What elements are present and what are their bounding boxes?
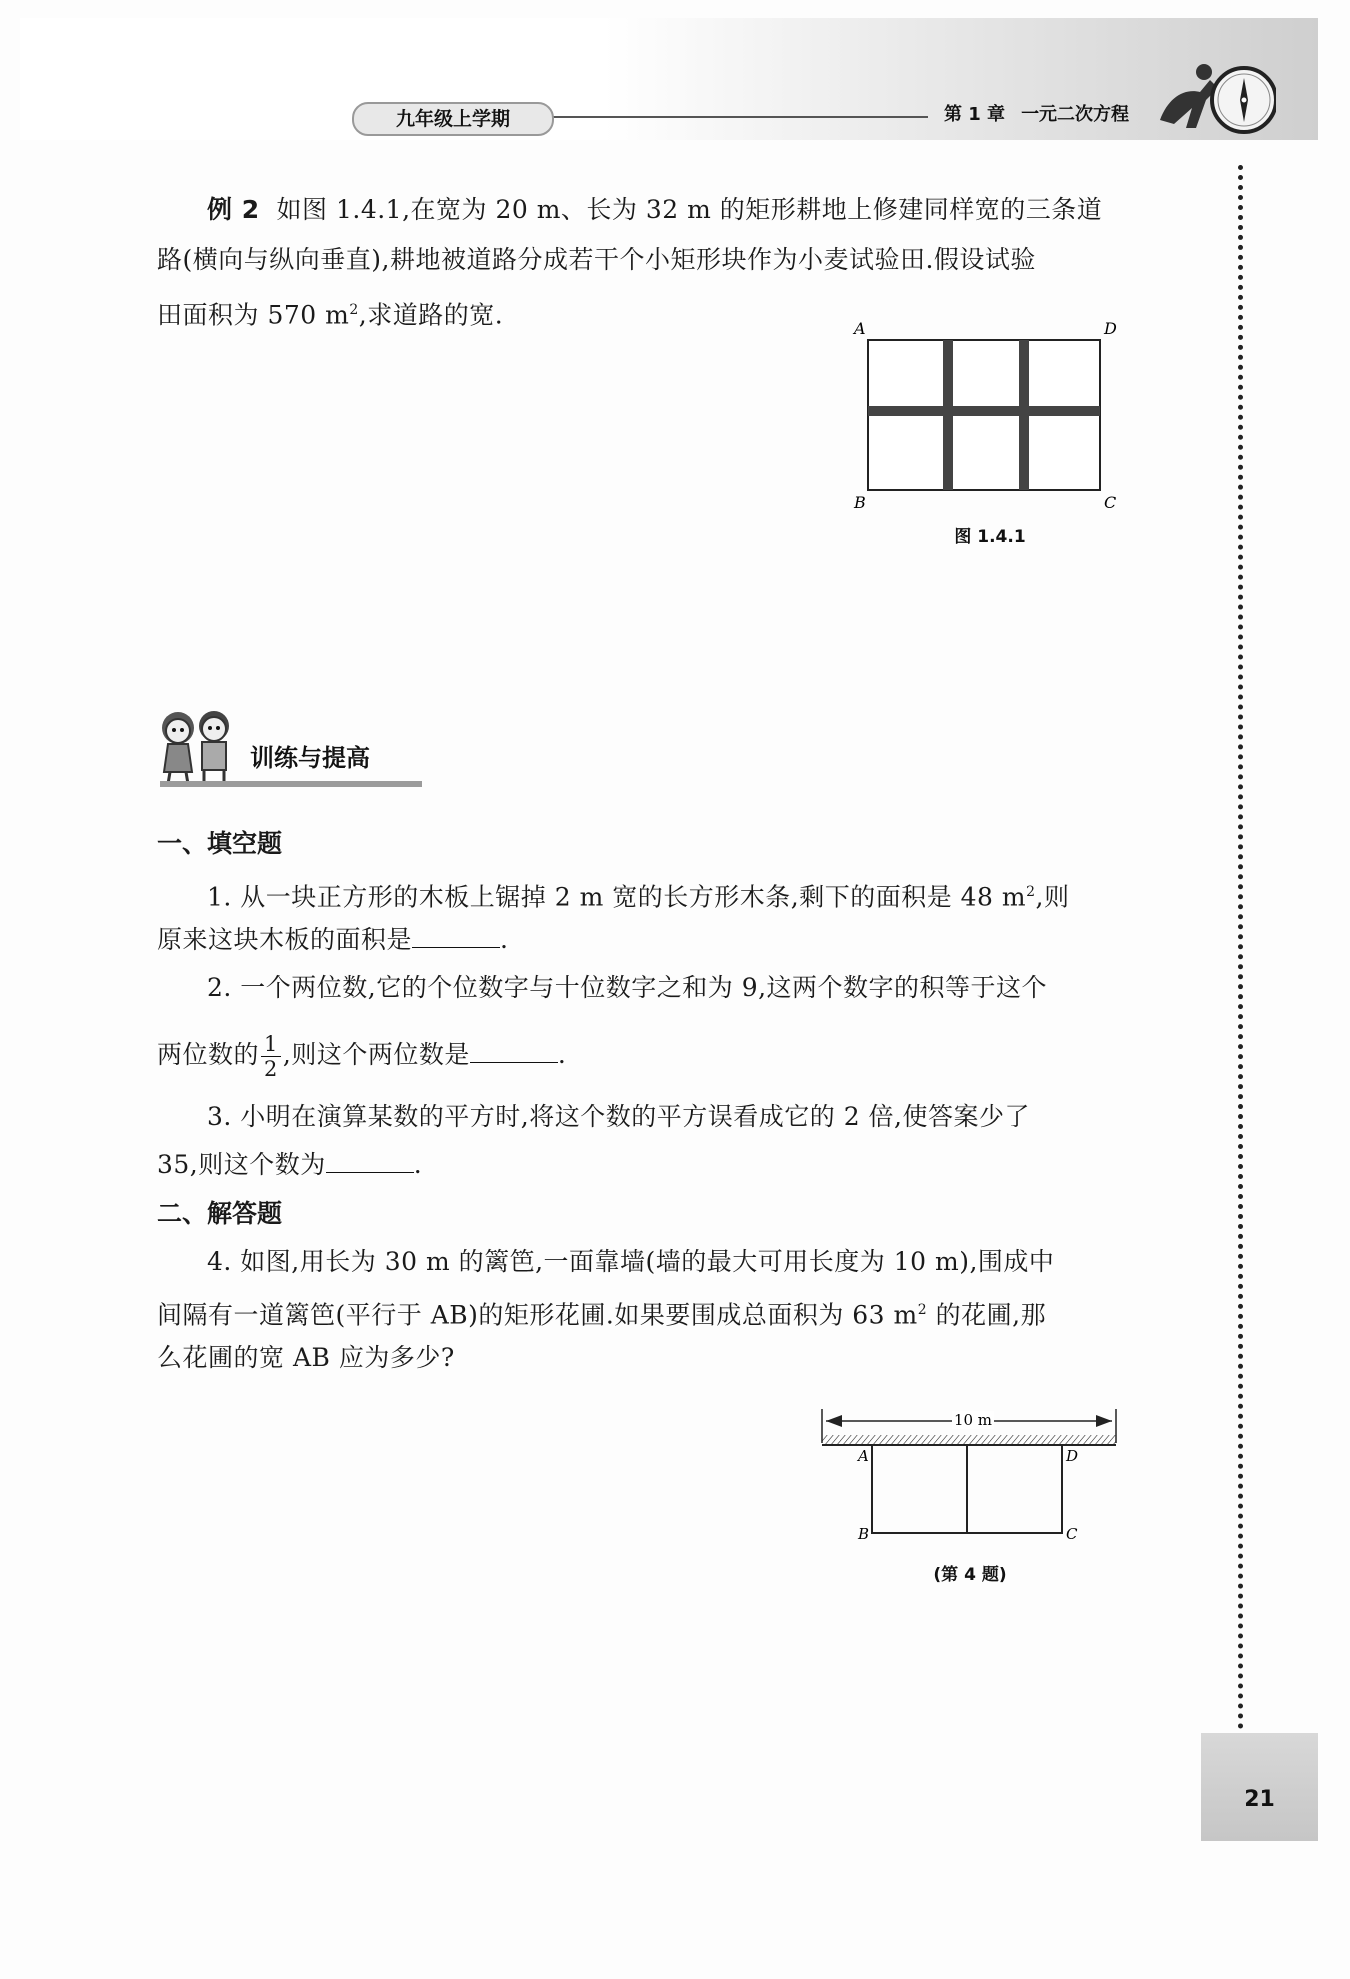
label-a: A bbox=[858, 1447, 869, 1465]
q2-line-1: 2. 一个两位数,它的个位数字与十位数字之和为 9,这两个数字的积等于这个 bbox=[207, 973, 1048, 1002]
example-text-3-end: ,求道路的宽. bbox=[358, 300, 504, 330]
header-rule bbox=[548, 116, 928, 118]
chapter-number: 第 1 章 bbox=[944, 104, 1006, 125]
wall bbox=[822, 1435, 1116, 1445]
fill-blank-heading: 一、填空题 bbox=[157, 829, 283, 858]
label-c: C bbox=[1104, 493, 1117, 512]
page-number: 21 bbox=[1201, 1733, 1318, 1841]
q3-line-2 bbox=[157, 1140, 1147, 1190]
label-b: B bbox=[858, 1525, 870, 1543]
dim-arrow-left bbox=[826, 1415, 842, 1427]
q2-period: . bbox=[557, 1040, 567, 1069]
label-d: D bbox=[1104, 319, 1117, 338]
q3-text-b: 35,则这个数为 bbox=[157, 1150, 326, 1179]
q1-text-a: 1. 从一块正方形的木板上锯掉 2 m 宽的长方形木条,剩下的面积是 48 m bbox=[207, 882, 1027, 912]
q4-line-3: 么花圃的宽 AB 应为多少? bbox=[157, 1343, 455, 1372]
q3-answer-blank[interactable] bbox=[326, 1146, 414, 1173]
example-text-3: 田面积为 570 m bbox=[157, 300, 350, 330]
example-label: 例 2 bbox=[207, 195, 260, 224]
q1-text-c: 原来这块木板的面积是 bbox=[157, 925, 413, 954]
example-2-line-2: 路(横向与纵向垂直),耕地被道路分成若干个小矩形块作为小麦试验田.假设试验 bbox=[157, 245, 1036, 274]
solve-heading: 二、解答题 bbox=[157, 1199, 283, 1228]
section-title: 训练与提高 bbox=[250, 744, 370, 772]
label-a: A bbox=[854, 319, 866, 338]
example-text-3-sup: 2 bbox=[349, 302, 359, 318]
q4-garden-figure bbox=[810, 1405, 1130, 1555]
wall-length-label: 10 m bbox=[953, 1411, 993, 1429]
figure-1-4-1 bbox=[850, 318, 1130, 518]
q4-text-c: 的花圃,那 bbox=[927, 1300, 1047, 1330]
chapter-label bbox=[944, 100, 1134, 130]
q4-sup: 2 bbox=[917, 1302, 928, 1318]
q3-period: . bbox=[413, 1150, 423, 1179]
q2-text-c: ,则这个两位数是 bbox=[282, 1040, 470, 1069]
section-rule bbox=[160, 781, 422, 787]
q4-figure-caption: (第 4 题) bbox=[933, 1565, 1007, 1585]
runner-compass-icon bbox=[1140, 58, 1276, 138]
chapter-title: 一元二次方程 bbox=[1021, 104, 1130, 125]
q2-answer-blank[interactable] bbox=[470, 1036, 558, 1063]
q1-answer-blank[interactable] bbox=[412, 921, 500, 948]
example-2-line-1 bbox=[157, 185, 1147, 235]
fraction-one-half bbox=[261, 1032, 281, 1081]
example-text-1: 如图 1.4.1,在宽为 20 m、长为 32 m 的矩形耕地上修建同样宽的三条道 bbox=[276, 195, 1103, 224]
q1-sup: 2 bbox=[1026, 884, 1036, 900]
dim-arrow-right bbox=[1096, 1415, 1112, 1427]
label-b: B bbox=[854, 493, 866, 512]
q1-period: . bbox=[500, 925, 509, 954]
q1-text-b: ,则 bbox=[1035, 882, 1070, 912]
fraction-denominator: 2 bbox=[264, 1057, 278, 1081]
fraction-numerator: 1 bbox=[261, 1032, 281, 1057]
q4-text-b: 间隔有一道篱笆(平行于 AB)的矩形花圃.如果要围成总面积为 63 m bbox=[157, 1300, 918, 1330]
q1-line-2 bbox=[157, 915, 1147, 965]
margin-dotted-rule bbox=[1238, 165, 1243, 1730]
road-horizontal bbox=[868, 406, 1100, 416]
q3-line-1: 3. 小明在演算某数的平方时,将这个数的平方误看成它的 2 倍,使答案少了 bbox=[207, 1102, 1030, 1131]
figure-1-4-1-caption: 图 1.4.1 bbox=[954, 527, 1026, 547]
q4-line-1: 4. 如图,用长为 30 m 的篱笆,一面靠墙(墙的最大可用长度为 10 m),围成中 bbox=[207, 1247, 1055, 1276]
q2-text-b: 两位数的 bbox=[157, 1040, 260, 1069]
label-d: D bbox=[1066, 1447, 1079, 1465]
q2-line-2 bbox=[157, 1027, 1147, 1083]
grade-label: 九年级上学期 bbox=[352, 102, 554, 136]
label-c: C bbox=[1066, 1525, 1078, 1543]
